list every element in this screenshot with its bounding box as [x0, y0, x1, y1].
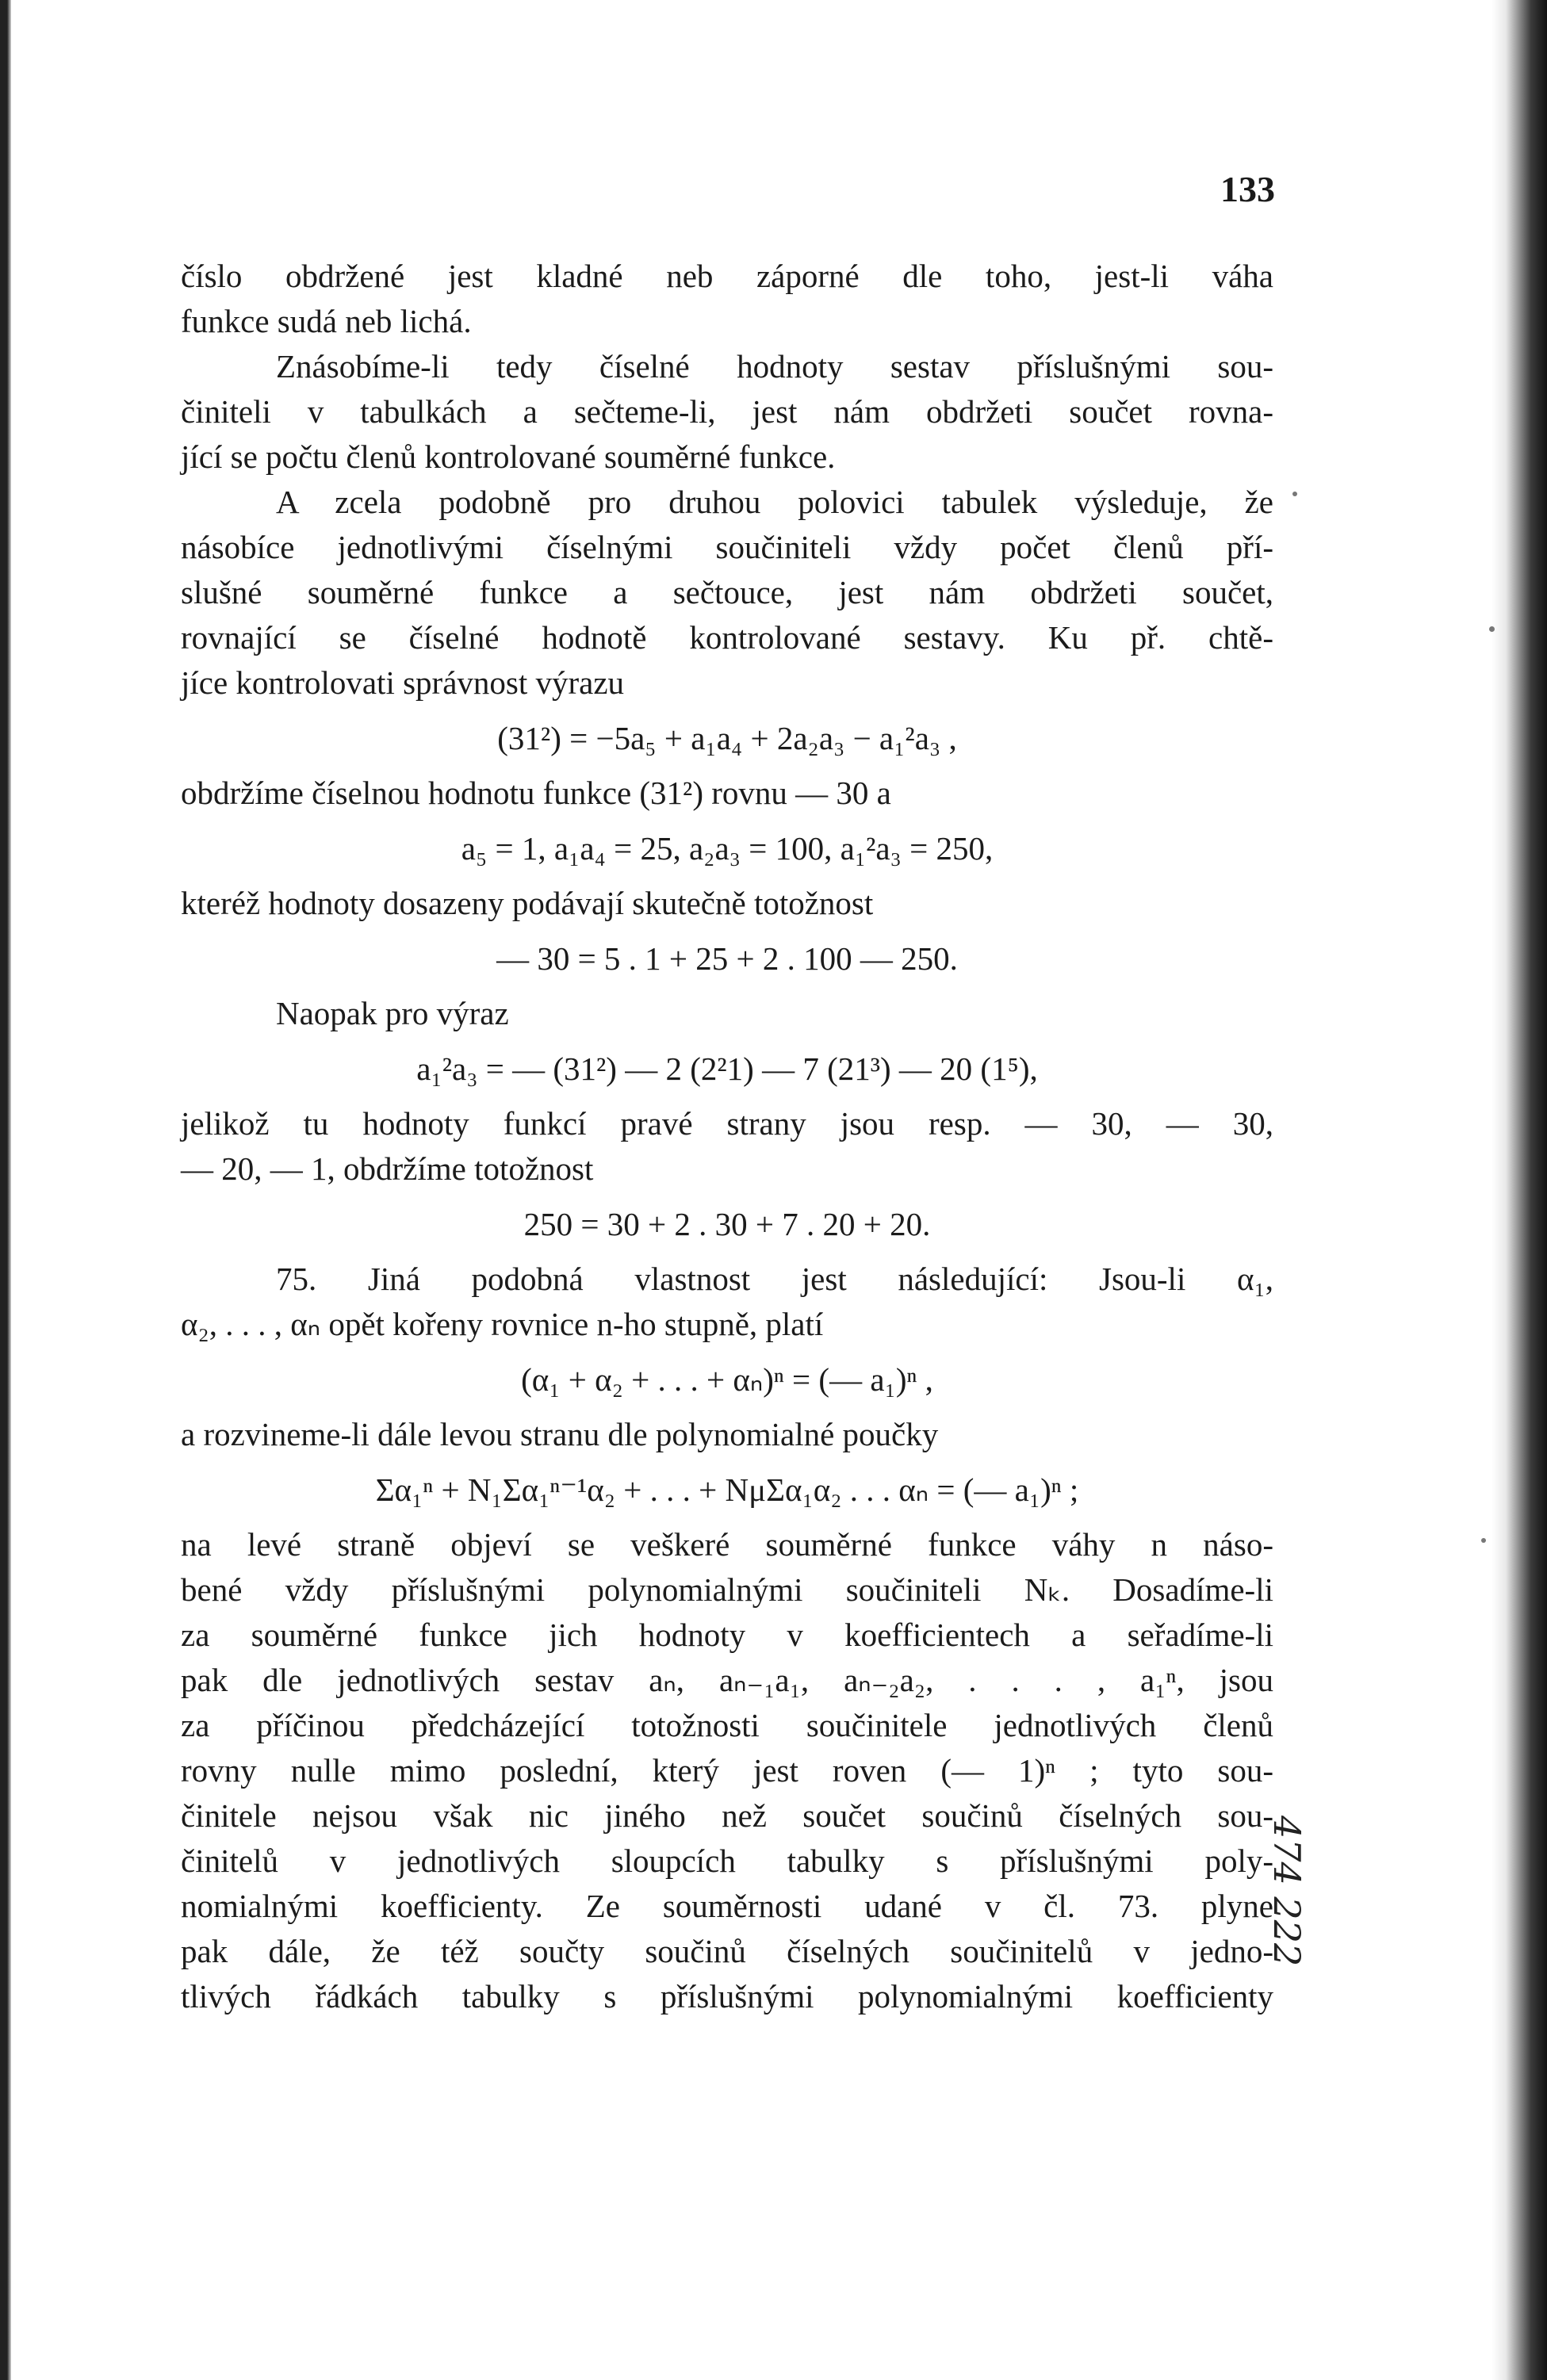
text-line: pak dále, že též součty součinů číselných součinitelů v jedno-: [181, 1933, 1273, 1969]
equation-line: (31²) = −5a₅ + a₁a₄ + 2a₂a₃ − a₁²a₃ ,: [497, 720, 957, 756]
handwritten-margin-note: 474 222: [1266, 1816, 1308, 1967]
text-line: nomialnými koefficienty. Ze souměrnosti udané v čl. 73. plyne: [181, 1888, 1273, 1924]
text-line: jíce kontrolovati správnost výrazu: [181, 664, 625, 701]
equation-line: Σα₁ⁿ + N₁Σα₁ⁿ⁻¹α₂ + . . . + NμΣα₁α₂ . . . αₙ = (— a₁)ⁿ ;: [375, 1471, 1079, 1508]
text-line: rovny nulle mimo poslední, který jest roven (— 1)ⁿ ; tyto sou-: [181, 1752, 1273, 1789]
text-line: jící se počtu členů kontrolované souměrné funkce.: [181, 438, 836, 475]
text-line: pak dle jednotlivých sestav aₙ, aₙ₋₁a₁, aₙ₋₂a₂, . . . , a₁ⁿ, jsou: [181, 1662, 1273, 1698]
text-line: 75. Jiná podobná vlastnost jest následující: Jsou-li α₁,: [276, 1261, 1273, 1297]
text-line: tlivých řádkách tabulky s příslušnými polynomialnými koefficienty: [181, 1978, 1273, 2015]
text-line: za příčinou předcházející totožnosti součinitele jednotlivých členů: [181, 1707, 1273, 1743]
text-line: na levé straně objeví se veškeré souměrné funkce váhy n náso-: [181, 1526, 1273, 1563]
equation-line: (α₁ + α₂ + . . . + αₙ)ⁿ = (— a₁)ⁿ ,: [521, 1361, 933, 1398]
text-line: rovnající se číselné hodnotě kontrolované sestavy. Ku př. chtě-: [181, 619, 1273, 656]
text-line: funkce sudá neb lichá.: [181, 303, 472, 339]
text-line: bené vždy příslušnými polynomialnými součiniteli Nₖ. Dosadíme-li: [181, 1571, 1273, 1608]
text-line: číslo obdržené jest kladné neb záporné dle toho, jest-li váha: [181, 258, 1273, 294]
text-line: slušné souměrné funkce a sečtouce, jest nám obdržeti součet,: [181, 574, 1273, 610]
page-number: 133: [1220, 169, 1275, 209]
text-line: jelikož tu hodnoty funkcí pravé strany jsou resp. — 30, — 30,: [181, 1105, 1273, 1142]
text-line: A zcela podobně pro druhou polovici tabulek výsleduje, že: [276, 484, 1273, 520]
equation-line: a₅ = 1, a₁a₄ = 25, a₂a₃ = 100, a₁²a₃ = 250,: [461, 830, 994, 867]
text-line: činiteli v tabulkách a sečteme-li, jest nám obdržeti součet rovna-: [181, 393, 1273, 430]
text-line: a rozvineme-li dále levou stranu dle polynomialné poučky: [181, 1416, 939, 1452]
equation-line: a₁²a₃ = — (31²) — 2 (2²1) — 7 (21³) — 20 (1⁵),: [416, 1050, 1038, 1087]
text-line: — 20, — 1, obdržíme totožnost: [181, 1150, 594, 1187]
text-line: kteréž hodnoty dosazeny podávají skutečně totožnost: [181, 885, 874, 921]
text-line: Znásobíme-li tedy číselné hodnoty sestav příslušnými sou-: [276, 348, 1273, 385]
page-right-edge: [1491, 0, 1547, 2380]
text-line: násobíce jednotlivými číselnými součiniteli vždy počet členů pří-: [181, 529, 1273, 565]
text-line: Naopak pro výraz: [276, 995, 509, 1031]
text-line: za souměrné funkce jich hodnoty v koefficientech a seřadíme-li: [181, 1617, 1273, 1653]
scan-speck: [1489, 626, 1495, 632]
scan-speck: [1292, 492, 1297, 496]
text-line: činitele nejsou však nic jiného než součet součinů číselných sou-: [181, 1797, 1273, 1834]
scan-speck: [1481, 1538, 1486, 1543]
body-text: [181, 254, 1273, 2019]
text-line: činitelů v jednotlivých sloupcích tabulky s příslušnými poly-: [181, 1842, 1273, 1879]
equation-line: — 30 = 5 . 1 + 25 + 2 . 100 — 250.: [496, 940, 958, 977]
page-left-edge: [0, 0, 11, 2380]
text-line: obdržíme číselnou hodnotu funkce (31²) rovnu — 30 a: [181, 775, 891, 811]
text-line: α₂, . . . , αₙ opět kořeny rovnice n-ho stupně, platí: [181, 1306, 824, 1342]
equation-line: 250 = 30 + 2 . 30 + 7 . 20 + 20.: [523, 1206, 931, 1242]
